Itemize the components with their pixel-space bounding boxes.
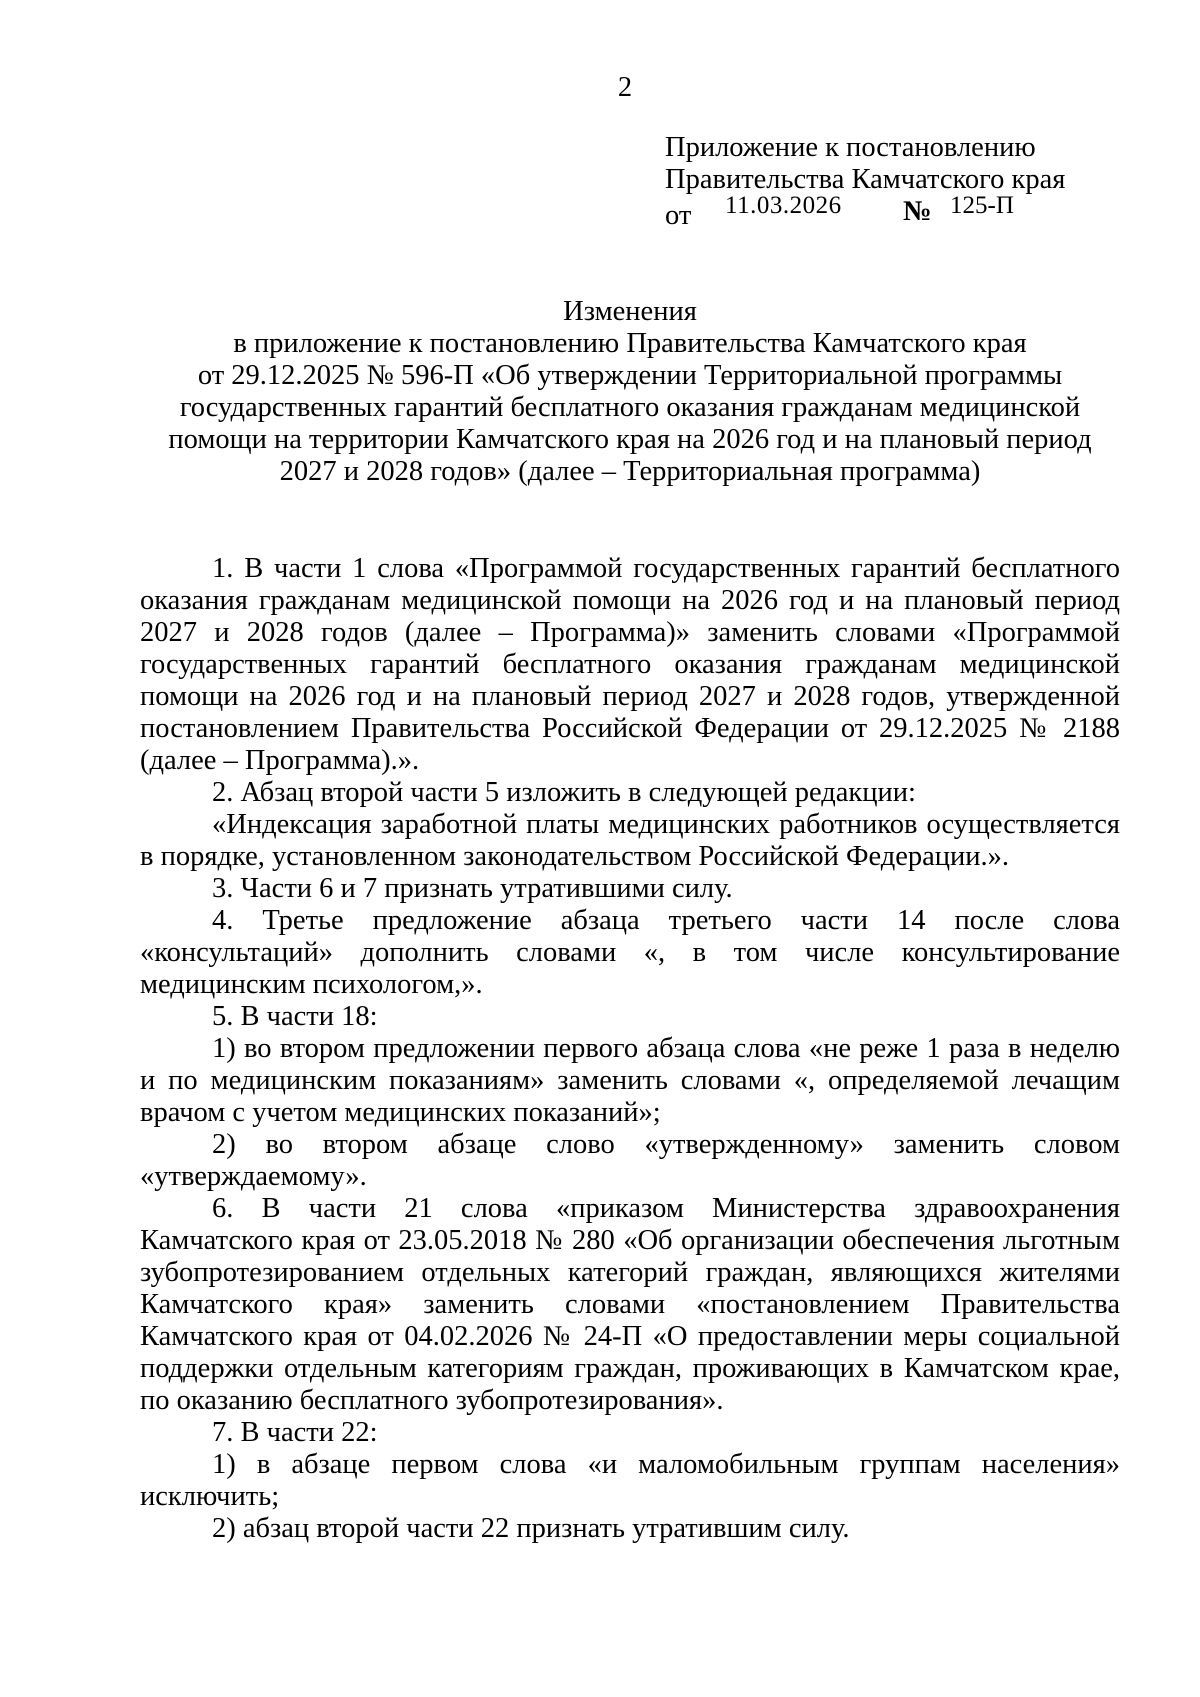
number-sign: № <box>903 196 932 227</box>
paragraph-5: 4. Третье предложение абзаца третьего части 14 после слова «консультаций» дополнить словами «, в том числе консультирование медицинским психологом,». <box>140 905 1120 1000</box>
resolution-number: 125-П <box>950 192 1014 219</box>
appendix-header <box>665 132 1105 230</box>
title-line-1: Изменения <box>563 296 697 327</box>
from-label: от <box>665 200 692 231</box>
title-line-6: 2027 и 2028 годов» (далее – Территориальная программа) <box>279 456 981 487</box>
appendix-line-2: Правительства Камчатского края <box>665 164 1066 195</box>
paragraph-12: 2) абзац второй части 22 признать утратившим силу. <box>212 1513 850 1544</box>
paragraph-1: 1. В части 1 слова «Программой государственных гарантий бесплатного оказания гражданам медицинской помощи на 2026 год и на плановый период 2027 и 2028 годов (далее – Программа)» заменить словами «Программой государственных гарантий бесплатного оказания гражданам медицинской помощи на 2026 год и на плановый период 2027 и 2028 годов, утвержденной постановлением Правительства Российской Федерации от 29.12.2025 № 2188 (далее – Программа).». <box>140 553 1120 776</box>
title-line-4: государственных гарантий бесплатного оказания гражданам медицинской <box>179 392 1081 423</box>
paragraph-11: 1) в абзаце первом слова «и маломобильным группам населения» исключить; <box>140 1449 1120 1512</box>
appendix-reference-line <box>665 192 1105 231</box>
paragraph-7: 1) во втором предложении первого абзаца слова «не реже 1 раза в неделю и по медицинским показаниям» заменить словами «, определяемой лечащим врачом с учетом медицинских показаний»; <box>140 1033 1120 1128</box>
paragraph-4: 3. Части 6 и 7 признать утратившими силу. <box>212 873 733 904</box>
title-line-3: от 29.12.2025 № 596-П «Об утверждении Территориальной программы <box>197 360 1063 391</box>
paragraph-8: 2) во втором абзаце слово «утвержденному» заменить словом «утверждаемому». <box>140 1129 1120 1192</box>
document-title <box>140 296 1120 488</box>
title-line-5: помощи на территории Камчатского края на 2026 год и на плановый период <box>168 424 1092 455</box>
paragraph-6: 5. В части 18: <box>212 1001 378 1032</box>
paragraph-3: «Индексация заработной платы медицинских работников осуществляется в порядке, установленном законодательством Российской Федерации.». <box>140 809 1120 872</box>
paragraph-10: 7. В части 22: <box>212 1417 378 1448</box>
appendix-line-1: Приложение к постановлению <box>665 132 1036 163</box>
paragraph-9: 6. В части 21 слова «приказом Министерства здравоохранения Камчатского края от 23.05.2018 № 280 «Об организации обеспечения льготным зубопротезированием отдельных категорий граждан, являющихся жителями Камчатского края» заменить словами «постановлением Правительства Камчатского края от 04.02.2026 № 24-П «О предоставлении меры социальной поддержки отдельным категориям граждан, проживающих в Камчатском крае, по оказанию бесплатного зубопротезирования». <box>140 1193 1120 1416</box>
resolution-date: 11.03.2026 <box>725 192 842 219</box>
title-line-2: в приложение к постановлению Правительства Камчатского края <box>233 328 1027 359</box>
document-body <box>140 553 1120 1545</box>
paragraph-2: 2. Абзац второй части 5 изложить в следующей редакции: <box>212 777 916 808</box>
page-number: 2 <box>617 72 633 103</box>
